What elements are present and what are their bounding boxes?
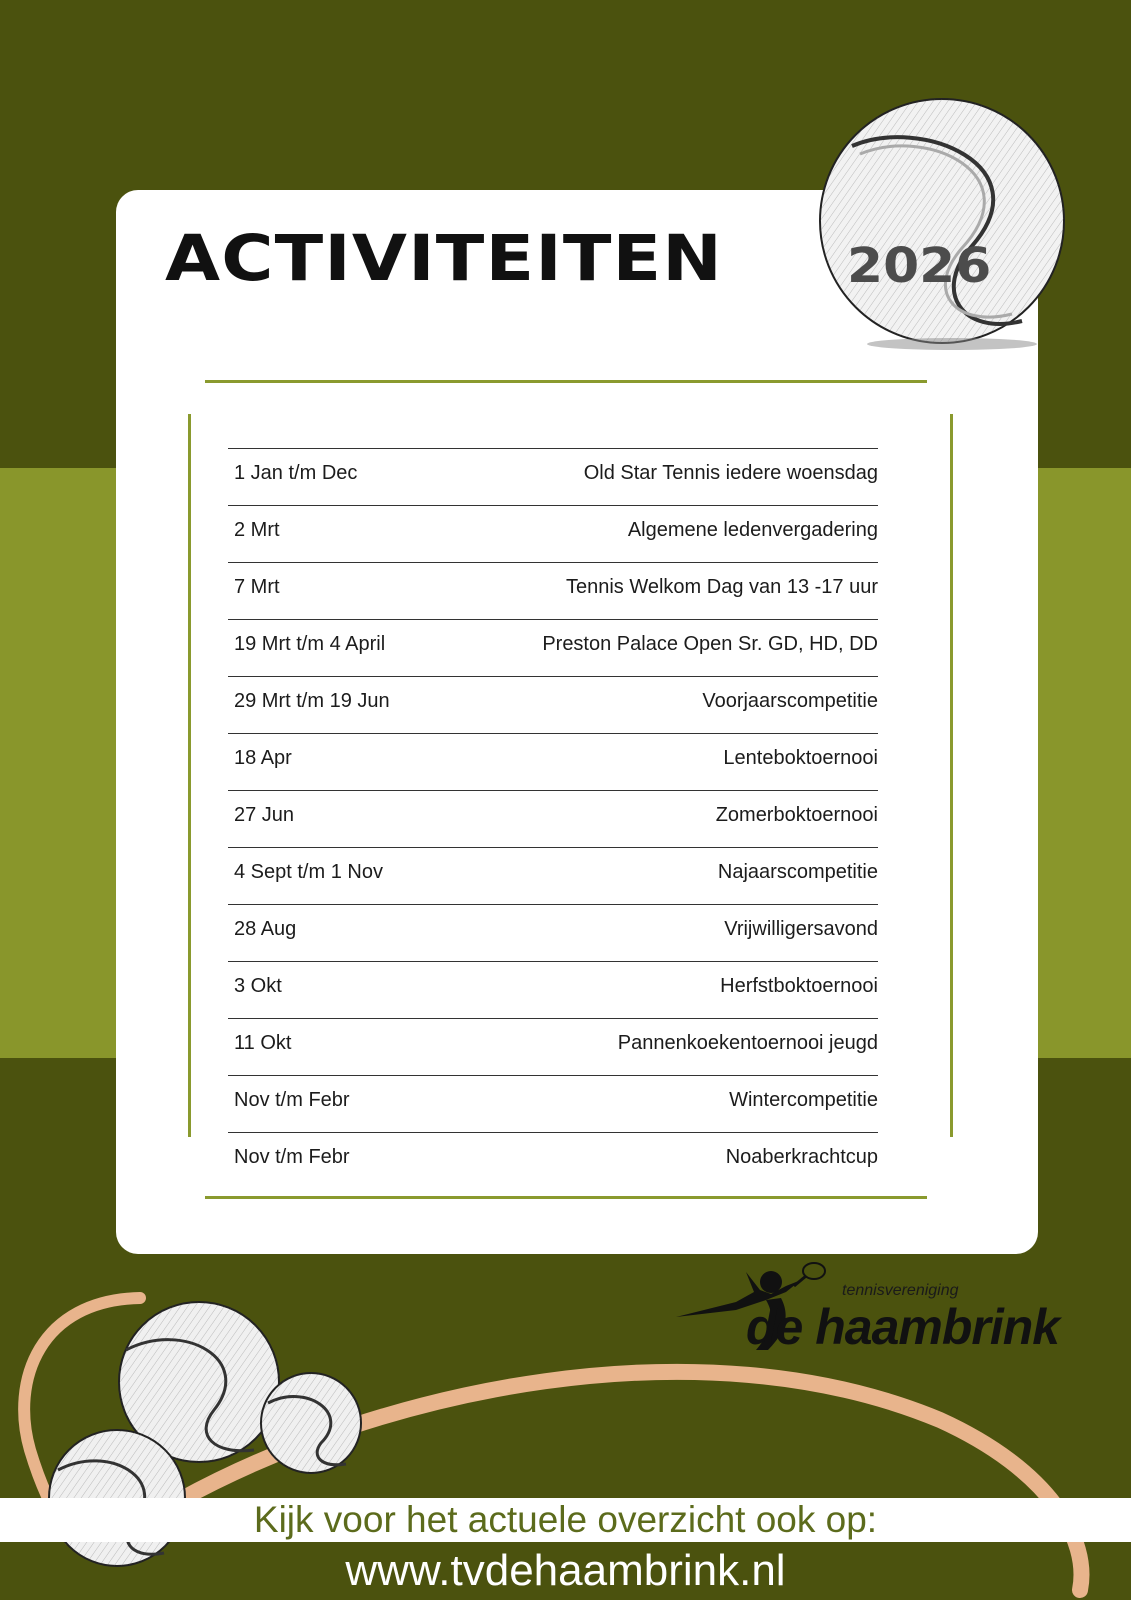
activity-name: Algemene ledenvergadering: [627, 519, 878, 541]
tennis-ball-icon: [256, 1368, 366, 1478]
list-item: [228, 562, 878, 619]
list-item: [228, 505, 878, 562]
list-item: [228, 1075, 878, 1132]
divider-bottom: [205, 1196, 927, 1199]
divider-left: [188, 414, 191, 1137]
activity-date: 4 Sept t/m 1 Nov: [234, 861, 383, 883]
activity-name: Noaberkrachtcup: [725, 1146, 878, 1168]
activity-name: Wintercompetitie: [729, 1089, 878, 1111]
list-item: [228, 1132, 878, 1189]
activity-name: Najaarscompetitie: [717, 861, 878, 883]
list-item: [228, 619, 878, 676]
page-title: ACTIVITEITEN: [165, 222, 723, 295]
list-item: [228, 1018, 878, 1075]
activities-list: [228, 448, 878, 1189]
activity-name: Lenteboktoernooi: [723, 747, 878, 769]
divider-right: [950, 414, 953, 1137]
activity-name: Old Star Tennis iedere woensdag: [583, 462, 878, 484]
list-item: [228, 676, 878, 733]
list-item: [228, 790, 878, 847]
activity-date: 3 Okt: [234, 975, 282, 997]
website-link[interactable]: www.tvdehaambrink.nl: [345, 1546, 786, 1595]
activity-date: 18 Apr: [234, 747, 292, 769]
activity-name: Herfstboktoernooi: [720, 975, 878, 997]
activity-date: 29 Mrt t/m 19 Jun: [234, 690, 390, 712]
logo-title: de haambrink: [746, 1299, 1060, 1355]
activity-name: Pannenkoekentoernooi jeugd: [617, 1032, 878, 1054]
logo-subtitle: tennisvereniging: [842, 1282, 959, 1299]
club-logo: [676, 1262, 1086, 1372]
activity-name: Tennis Welkom Dag van 13 -17 uur: [565, 576, 878, 598]
activity-name: Zomerboktoernooi: [715, 804, 878, 826]
list-item: [228, 448, 878, 505]
page-year: 2026: [847, 238, 992, 294]
activity-date: Nov t/m Febr: [234, 1146, 350, 1168]
activity-name: Preston Palace Open Sr. GD, HD, DD: [542, 633, 878, 655]
activity-date: 27 Jun: [234, 804, 295, 826]
divider-top: [205, 380, 927, 383]
activity-date: 1 Jan t/m Dec: [234, 462, 358, 484]
list-item: [228, 904, 878, 961]
activity-date: Nov t/m Febr: [234, 1089, 350, 1111]
activity-name: Vrijwilligersavond: [724, 918, 878, 940]
activity-date: 7 Mrt: [234, 576, 280, 598]
list-item: [228, 961, 878, 1018]
activity-date: 19 Mrt t/m 4 April: [234, 633, 386, 655]
activity-date: 28 Aug: [234, 918, 297, 940]
tennis-ball-icon: [812, 96, 1072, 356]
list-item: [228, 847, 878, 904]
footer-text: Kijk voor het actuele overzicht ook op:: [253, 1499, 878, 1540]
activity-name: Voorjaarscompetitie: [702, 690, 878, 712]
activity-date: 2 Mrt: [234, 519, 280, 541]
activity-date: 11 Okt: [234, 1032, 292, 1054]
list-item: [228, 733, 878, 790]
